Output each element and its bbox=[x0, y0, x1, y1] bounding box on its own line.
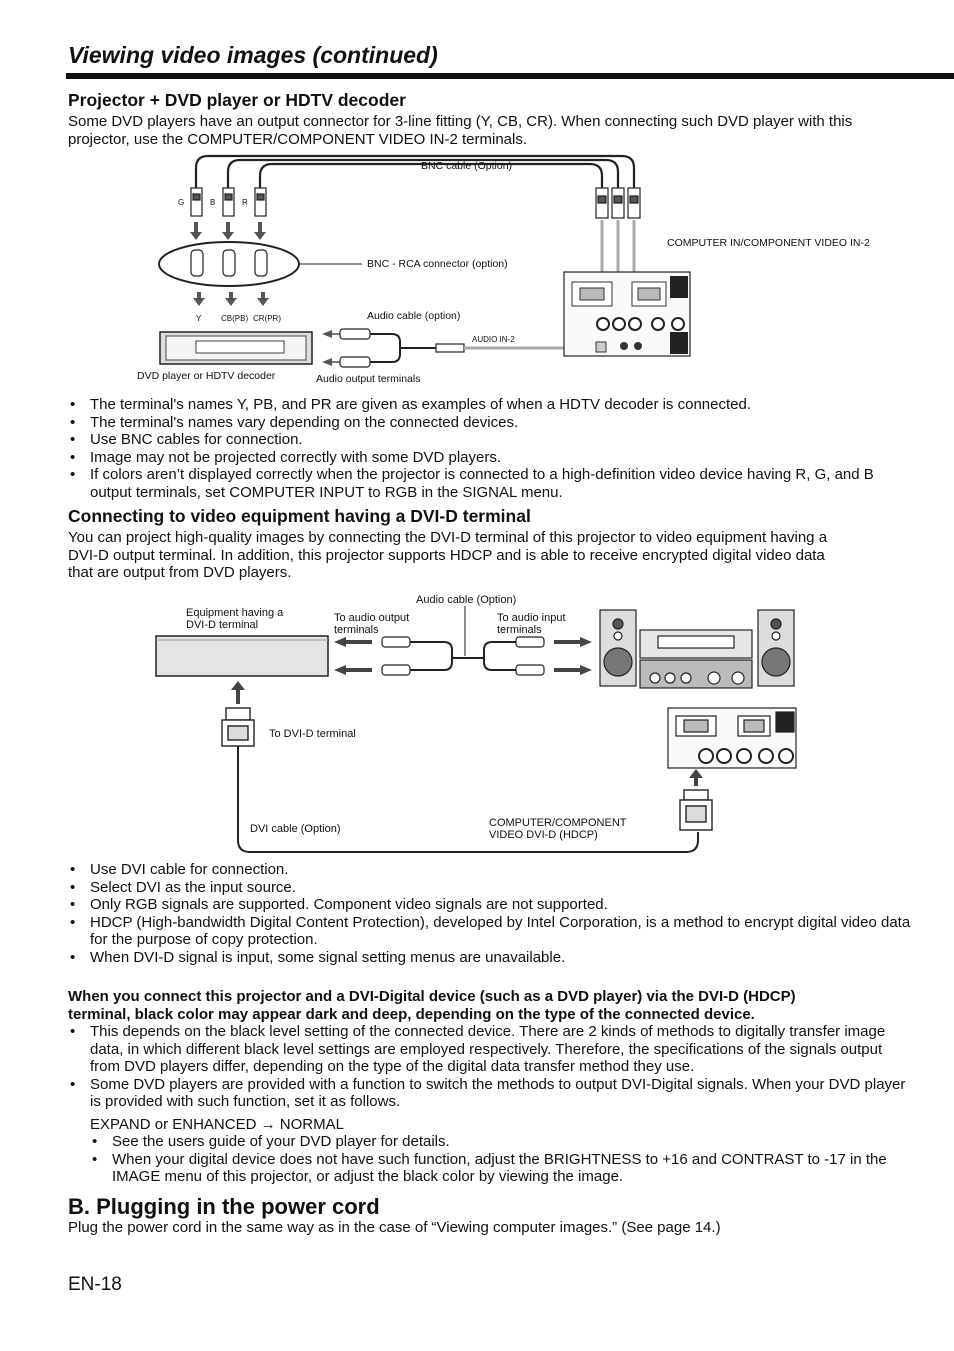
audio-cable-y bbox=[410, 642, 516, 670]
list-item: • The terminal's names Y, PB, and PR are given as examples of when a HDTV decoder is connected. bbox=[68, 396, 908, 414]
dvi-intro-line-1: You can project high-quality images by connecting the DVI-D terminal of this projector to video equipment having a bbox=[68, 529, 828, 546]
label-dvd-player: DVD player or HDTV decoder bbox=[137, 370, 276, 382]
section-dvi-intro bbox=[68, 529, 938, 582]
down-arrows-bottom bbox=[193, 292, 269, 306]
label-cb: CB(PB) bbox=[221, 314, 249, 323]
label-equipment-line-2: DVI-D terminal bbox=[186, 619, 259, 631]
label-to-dvi-d: To DVI-D terminal bbox=[269, 728, 356, 740]
label-dvi-cable: DVI cable (Option) bbox=[250, 823, 341, 835]
label-to-audio-input bbox=[497, 612, 566, 636]
section-heading-dvd: Projector + DVD player or HDTV decoder bbox=[68, 90, 406, 110]
note-bold-line-2: terminal, black color may appear dark and deep, depending on the type of the connected device. bbox=[68, 1005, 755, 1023]
dvd-connection-diagram bbox=[0, 150, 954, 390]
label-to-audio-input-line-2: terminals bbox=[497, 624, 542, 636]
label-r: R bbox=[242, 198, 248, 207]
intro-line-2: projector, use the COMPUTER/COMPONENT VIDEO IN-2 terminals. bbox=[68, 130, 528, 148]
list-item: • Only RGB signals are supported. Component video signals are not supported. bbox=[68, 896, 913, 914]
label-audio-cable-dvi: Audio cable (Option) bbox=[416, 594, 517, 606]
audio-direction-arrows bbox=[334, 637, 592, 675]
label-bnc-cable: BNC cable (Option) bbox=[421, 160, 513, 172]
dvi-bullet-list bbox=[68, 861, 913, 966]
page-number: EN-18 bbox=[68, 1274, 122, 1295]
section-heading-power-cord: B. Plugging in the power cord bbox=[68, 1194, 380, 1219]
down-arrows-top bbox=[190, 222, 266, 240]
audio-plugs-dvi bbox=[382, 637, 544, 675]
list-item: • See the users guide of your DVD player for details. bbox=[90, 1133, 913, 1151]
dvi-cable bbox=[238, 746, 698, 852]
label-audio-output: Audio output terminals bbox=[316, 373, 421, 385]
rca-adapters bbox=[191, 250, 267, 276]
projector-panel-1 bbox=[564, 272, 690, 356]
label-computer-in: COMPUTER IN/COMPONENT VIDEO IN-2 bbox=[667, 237, 870, 249]
section-dvd-intro bbox=[68, 113, 938, 148]
label-b: B bbox=[210, 198, 216, 207]
title-rule bbox=[66, 73, 954, 79]
list-item: • When DVI-D signal is input, some signal setting menus are unavailable. bbox=[68, 949, 913, 967]
page-title: Viewing video images (continued) bbox=[68, 42, 438, 68]
label-cr: CR(PR) bbox=[253, 314, 281, 323]
label-computer-component-line-2: VIDEO DVI-D (HDCP) bbox=[489, 829, 598, 841]
note-bullet-list bbox=[68, 1023, 913, 1111]
dvd-player-device bbox=[160, 332, 312, 364]
label-equipment-line-1: Equipment having a bbox=[186, 607, 284, 619]
label-bnc-rca: BNC - RCA connector (option) bbox=[367, 258, 508, 270]
list-item: • Image may not be projected correctly with some DVD players. bbox=[68, 449, 908, 467]
projector-panel-2 bbox=[668, 708, 796, 768]
expand-setting-line: EXPAND or ENHANCED → NORMAL bbox=[90, 1116, 344, 1133]
label-computer-component bbox=[489, 817, 627, 841]
label-to-audio-input-line-1: To audio input bbox=[497, 612, 566, 624]
right-bnc-plugs bbox=[596, 188, 640, 218]
label-g: G bbox=[178, 198, 185, 207]
note-bold-line-1: When you connect this projector and a DVI-Digital device (such as a DVD player) via the DVI-D (HDCP) bbox=[68, 988, 796, 1005]
label-y: Y bbox=[196, 314, 202, 323]
dvi-plug-left bbox=[222, 708, 254, 746]
list-item: • HDCP (High-bandwidth Digital Content Protection), developed by Intel Corporation, is a method to encrypt digital video data for the purpose of copy protection. bbox=[68, 914, 913, 949]
note-sub-bullet-list bbox=[90, 1133, 913, 1186]
dvi-equipment-device bbox=[156, 636, 328, 676]
list-item: • The terminal's names vary depending on the connected devices. bbox=[68, 414, 908, 432]
left-bnc-plugs bbox=[191, 188, 266, 216]
dvi-intro-line-2: DVI-D output terminal. In addition, this projector supports HDCP and is able to receive encrypted digital video data bbox=[68, 546, 825, 564]
dvd-bullet-list bbox=[68, 396, 908, 501]
power-cord-paragraph: Plug the power cord in the same way as in the case of “Viewing computer images.” (See page 14.) bbox=[68, 1219, 721, 1236]
section-heading-dvi: Connecting to video equipment having a DVI-D terminal bbox=[68, 506, 531, 526]
audio-plugs bbox=[322, 329, 370, 367]
list-item: • If colors aren’t displayed correctly when the projector is connected to a high-definition video device having R, G, and B output terminals, set COMPUTER INPUT to RGB in the SIGNAL menu. bbox=[68, 466, 908, 501]
dvi-black-level-note bbox=[68, 988, 928, 1023]
label-audio-cable: Audio cable (option) bbox=[367, 310, 461, 322]
stereo-system bbox=[600, 610, 794, 688]
label-computer-component-line-1: COMPUTER/COMPONENT bbox=[489, 817, 627, 829]
list-item: • Use DVI cable for connection. bbox=[68, 861, 913, 879]
dvi-connection-diagram bbox=[0, 590, 954, 860]
label-to-audio-output-line-2: terminals bbox=[334, 624, 379, 636]
dvi-plug-right bbox=[680, 790, 712, 830]
bnc-cable-bundle bbox=[196, 156, 634, 190]
list-item: • This depends on the black level setting of the connected device. There are 2 kinds of methods to digitally transfer image data, in which different black level settings are employed respectively. Therefore, the specifications of the signals output from DVD players differ, depending on the type of the digital data transfer method they use. bbox=[68, 1023, 913, 1076]
intro-line-1: Some DVD players have an output connector for 3-line fitting (Y, CB, CR). When connecting such DVD player with this bbox=[68, 113, 853, 130]
label-to-audio-output bbox=[334, 612, 409, 636]
up-arrow bbox=[231, 681, 245, 704]
label-to-audio-output-line-1: To audio output bbox=[334, 612, 410, 624]
list-item: • When your digital device does not have such function, adjust the BRIGHTNESS to +16 and CONTRAST to -17 in the IMAGE menu of this projector, or adjust the black color by viewing the image. bbox=[90, 1151, 913, 1186]
list-item: • Use BNC cables for connection. bbox=[68, 431, 908, 449]
list-item: • Some DVD players are provided with a function to switch the methods to output DVI-Digital signals. When your DVD player is provided with such function, set it as follows. bbox=[68, 1076, 913, 1111]
list-item: • Select DVI as the input source. bbox=[68, 879, 913, 897]
label-equipment bbox=[186, 607, 283, 631]
label-audio-in2: AUDIO IN-2 bbox=[472, 335, 515, 344]
dvi-intro-line-3: that are output from DVD players. bbox=[68, 564, 292, 581]
